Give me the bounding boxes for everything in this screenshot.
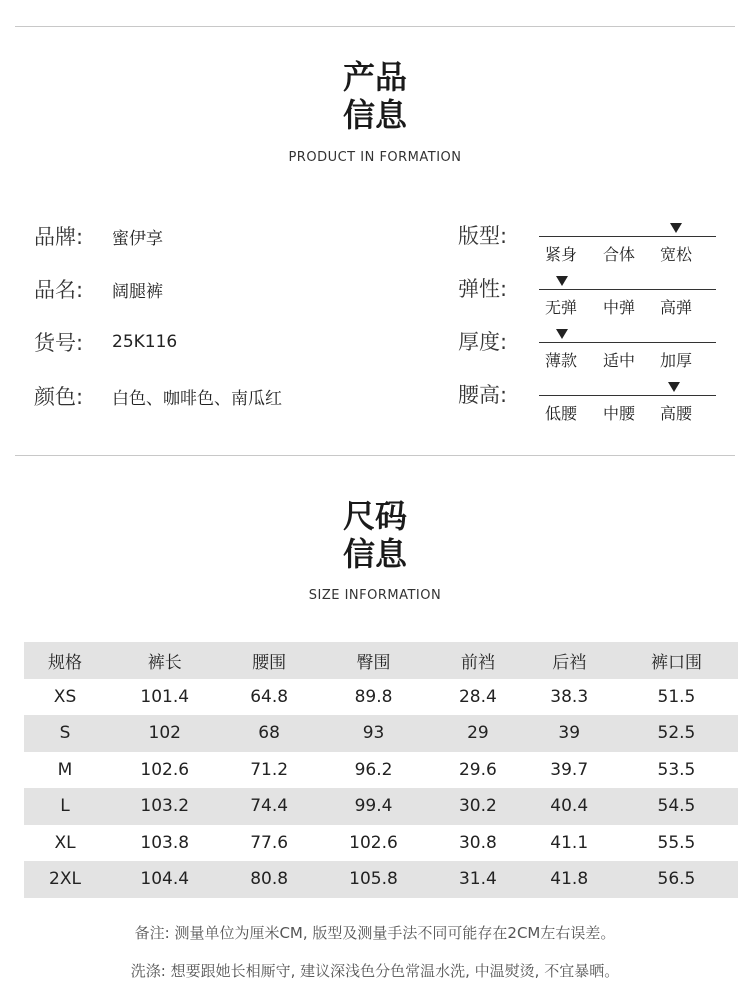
scale-option: 高腰 (660, 404, 693, 423)
table-cell: XL (54, 832, 76, 853)
scale-option: 低腰 (545, 404, 578, 423)
table-cell: 29 (432, 715, 523, 752)
table-cell: 28.4 (458, 686, 497, 707)
header-cell: 裤口围 (615, 642, 738, 679)
scale-label: 腰高: (458, 383, 508, 407)
info-value: 白色、咖啡色、南瓜红 (112, 388, 282, 409)
scale-line (539, 236, 716, 237)
table-cell: 101.4 (140, 686, 190, 707)
info-label: 品牌: (34, 225, 84, 249)
remark-note: 备注: 测量单位为厘米CM, 版型及测量手法不同可能存在2CM左右误差。 (134, 924, 616, 942)
size-title-line1: 尺码 (342, 497, 407, 535)
table-cell: 96.2 (354, 759, 393, 780)
info-row-name (34, 274, 163, 304)
table-cell: 51.5 (657, 686, 696, 707)
table-cell: 56.5 (615, 861, 738, 898)
scale-waist-height (458, 379, 718, 429)
table-cell: 41.1 (550, 832, 589, 853)
header-cell: 规格 (24, 642, 106, 679)
table-cell: 64.8 (250, 686, 289, 707)
info-label: 货号: (34, 331, 84, 355)
product-title-line1: 产品 (342, 58, 407, 96)
info-value: 阔腿裤 (112, 281, 163, 302)
table-cell: 52.5 (615, 715, 738, 752)
scale-option: 适中 (603, 351, 636, 370)
table-row (24, 861, 738, 898)
scale-label: 弹性: (458, 277, 508, 301)
scale-option: 高弹 (660, 298, 693, 317)
table-cell: XS (53, 686, 77, 707)
header-cell: 后裆 (524, 642, 615, 679)
info-label: 品名: (34, 278, 84, 302)
header-cell: 前裆 (432, 642, 523, 679)
table-cell: 71.2 (250, 759, 289, 780)
scale-option: 紧身 (545, 245, 578, 264)
info-row-sku (34, 327, 177, 357)
wash-note: 洗涤: 想要跟她长相厮守, 建议深浅色分色常温水洗, 中温熨烫, 不宜暴晒。 (130, 962, 620, 980)
scale-thickness (458, 326, 718, 376)
table-cell: 38.3 (550, 686, 589, 707)
info-value: 25K116 (112, 332, 178, 352)
table-cell: 74.4 (223, 788, 314, 825)
info-row-brand (34, 221, 163, 251)
scale-option: 无弹 (545, 298, 578, 317)
table-cell: 40.4 (524, 788, 615, 825)
table-row (24, 679, 738, 716)
header-cell: 腰围 (223, 642, 314, 679)
table-cell: 54.5 (615, 788, 738, 825)
table-cell: 30.8 (458, 832, 497, 853)
selected-marker-icon (668, 382, 680, 392)
table-cell: 31.4 (432, 861, 523, 898)
table-cell: 29.6 (458, 759, 497, 780)
table-cell: 80.8 (223, 861, 314, 898)
info-label: 颜色: (34, 385, 84, 409)
scale-line (539, 289, 716, 290)
top-divider (15, 26, 735, 27)
table-cell: 89.8 (354, 686, 393, 707)
table-cell: 77.6 (250, 832, 289, 853)
scale-option: 合体 (603, 245, 636, 264)
table-row (24, 752, 738, 789)
info-row-color (34, 381, 282, 411)
table-cell: 53.5 (657, 759, 696, 780)
table-cell: 99.4 (315, 788, 432, 825)
product-subtitle: PRODUCT IN FORMATION (288, 150, 462, 165)
header-cell: 臀围 (315, 642, 432, 679)
info-value: 蜜伊享 (112, 228, 163, 249)
table-cell: 2XL (24, 861, 106, 898)
table-cell: 41.8 (524, 861, 615, 898)
scale-label: 厚度: (458, 330, 508, 354)
table-cell: 105.8 (315, 861, 432, 898)
table-row (24, 788, 738, 825)
scale-option: 加厚 (660, 351, 693, 370)
scale-fit (458, 220, 718, 270)
size-title-line2: 信息 (342, 535, 407, 573)
table-cell: S (24, 715, 106, 752)
selected-marker-icon (556, 329, 568, 339)
scale-option: 中腰 (603, 404, 636, 423)
table-row (24, 825, 738, 862)
scale-option: 宽松 (660, 245, 693, 264)
table-cell: 102.6 (349, 832, 398, 853)
table-cell: 55.5 (657, 832, 696, 853)
table-cell: 93 (315, 715, 432, 752)
table-cell: 68 (223, 715, 314, 752)
table-cell: M (57, 759, 73, 780)
header-cell: 裤长 (106, 642, 223, 679)
table-cell: 39 (524, 715, 615, 752)
size-subtitle: SIZE INFORMATION (308, 588, 442, 603)
selected-marker-icon (556, 276, 568, 286)
selected-marker-icon (670, 223, 682, 233)
scale-label: 版型: (458, 224, 508, 248)
table-cell: 104.4 (106, 861, 223, 898)
table-cell: 103.8 (140, 832, 190, 853)
scale-option: 薄款 (545, 351, 578, 370)
table-cell: 39.7 (550, 759, 589, 780)
product-title-line2: 信息 (342, 96, 407, 134)
table-row (24, 715, 738, 752)
size-table (24, 642, 738, 898)
scale-option: 中弹 (603, 298, 636, 317)
table-cell: 102 (106, 715, 223, 752)
size-table-header (24, 642, 738, 679)
table-cell: 30.2 (432, 788, 523, 825)
table-cell: L (24, 788, 106, 825)
scale-line (539, 395, 716, 396)
table-cell: 102.6 (140, 759, 190, 780)
middle-divider (15, 455, 735, 456)
scale-line (539, 342, 716, 343)
table-cell: 103.2 (106, 788, 223, 825)
scale-elasticity (458, 273, 718, 323)
